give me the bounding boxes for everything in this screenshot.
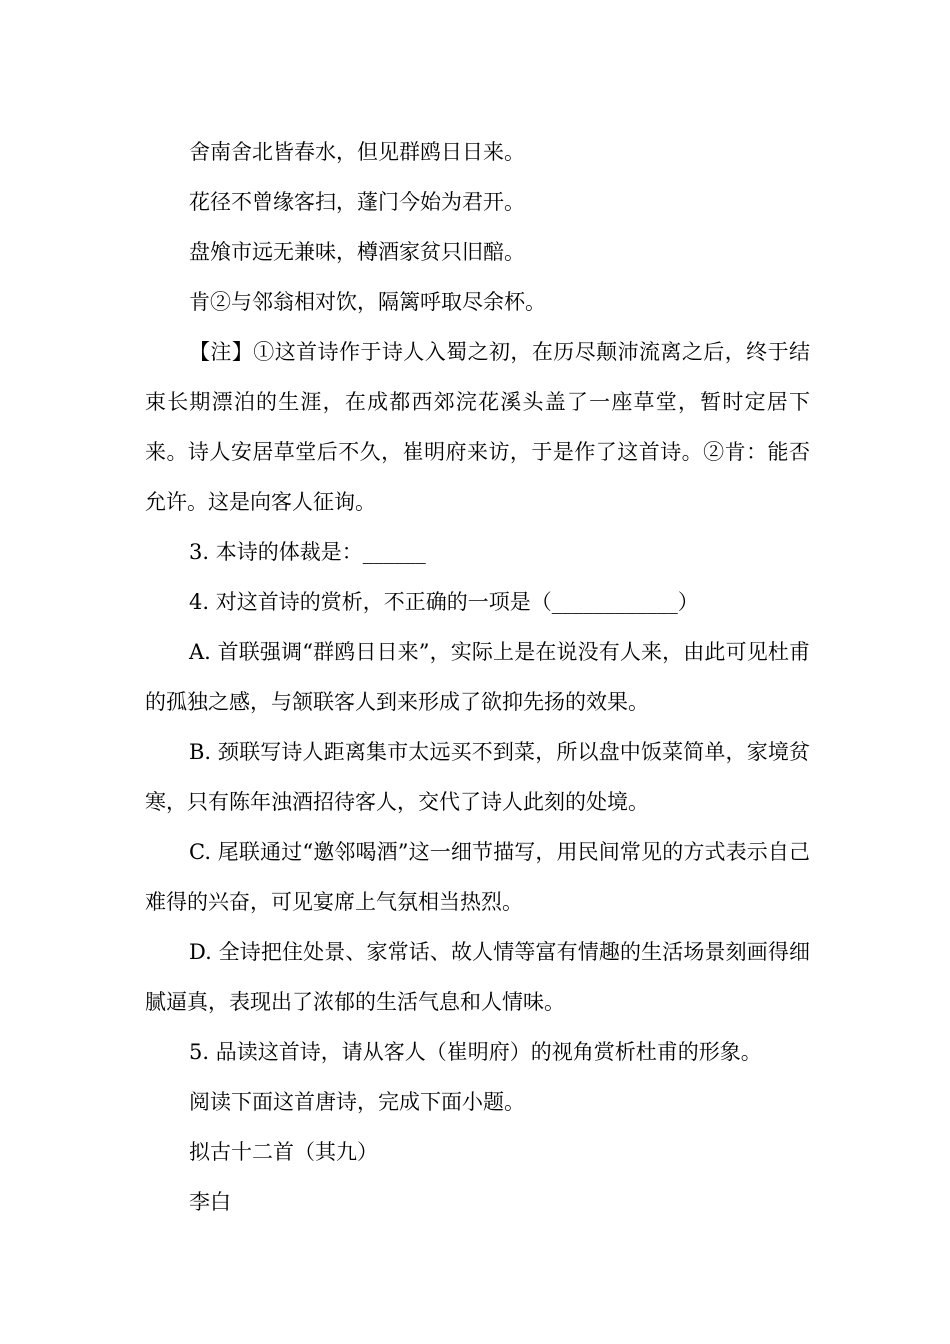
option-a: A. 首联强调“群鸥日日来”，实际上是在说没有人来，由此可见杜甫的孤独之感，与颔联客人到来形成了欲抑先扬的效果。 — [145, 640, 810, 714]
question-4: 4. 对这首诗的赏析，不正确的一项是（____________） — [189, 590, 699, 614]
poem-line-4: 肯②与邻翁相对饮，隔篱呼取尽余杯。 — [189, 290, 546, 314]
question-3: 3. 本诗的体裁是：______ — [189, 540, 426, 564]
poem-line-3: 盘飧市远无兼味，樽酒家贫只旧醅。 — [189, 240, 525, 264]
poem-line-1: 舍南舍北皆春水，但见群鸥日日来。 — [189, 140, 525, 164]
question-5: 5. 品读这首诗，请从客人（崔明府）的视角赏析杜甫的形象。 — [189, 1040, 762, 1064]
option-d: D. 全诗把住处景、家常话、故人情等富有情趣的生活场景刻画得细腻逼真，表现出了浓郁的生活气息和人情味。 — [145, 940, 810, 1014]
option-b: B. 颈联写诗人距离集市太远买不到菜，所以盘中饭菜简单，家境贫寒，只有陈年浊酒招待客人，交代了诗人此刻的处境。 — [145, 740, 810, 814]
option-c: C. 尾联通过“邀邻喝酒”这一细节描写，用民间常见的方式表示自己难得的兴奋，可见宴席上气氛相当热烈。 — [145, 840, 810, 914]
poem-author: 李白 — [189, 1190, 231, 1214]
document-body — [145, 127, 810, 1227]
poem-line-2: 花径不曾缘客扫，蓬门今始为君开。 — [189, 190, 525, 214]
reading-instruction: 阅读下面这首唐诗，完成下面小题。 — [189, 1090, 525, 1114]
poem-note: 【注】①这首诗作于诗人入蜀之初，在历尽颠沛流离之后，终于结束长期漂泊的生涯，在成都西郊浣花溪头盖了一座草堂，暂时定居下来。诗人安居草堂后不久，崔明府来访，于是作了这首诗。②肯：能否允许。这是向客人征询。 — [145, 340, 810, 514]
poem-title: 拟古十二首（其九） — [189, 1140, 378, 1164]
